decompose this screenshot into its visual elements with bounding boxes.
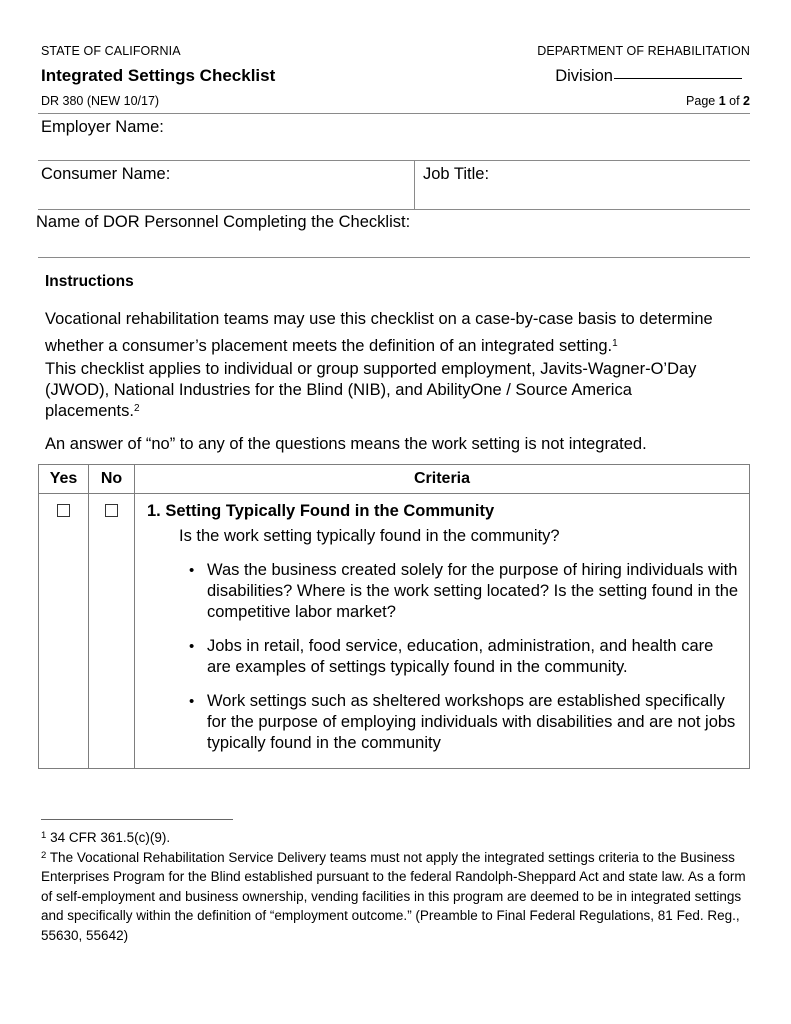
instructions-heading: Instructions (45, 273, 134, 290)
footnotes-section (41, 828, 749, 945)
list-item-text: Was the business created solely for the purpose of hiring individuals with disabilities? Where is the work setting located? Is the setting found in the competitive labor market? (207, 561, 739, 621)
list-item (145, 636, 739, 678)
consumer-name-label: Consumer Name: (41, 165, 171, 183)
form-number: DR 380 (NEW 10/17) (41, 94, 160, 108)
division-label: Division (555, 67, 613, 85)
instructions-paragraph-2: An answer of “no” to any of the questions means the work setting is not integrated. (45, 435, 647, 453)
page-current: 1 (718, 94, 726, 108)
rule-above-employer-name (38, 113, 750, 114)
footnote-2-text: The Vocational Rehabilitation Service Delivery teams must not apply the integrated settings criteria to the Business Enterprises Program for the Blind established pursuant to the federal Randolph-Sheppard Act and state law. As a form of self-employment and business ownership, vending facilities in this program are deemed to be in integrated settings and specifically within the definition of “employment outcome.” (Preamble to Final Federal Regulations, 81 Fed. Reg., 55630, 55642) (41, 849, 746, 943)
consumer-job-divider (414, 160, 415, 209)
instructions-text-b: This checklist applies to individual or group supported employment, Javits-Wagner-O’Day (JWOD), National Industries for the Blind (NIB), and AbilityOne / Source America placements.$^2$ (45, 360, 697, 420)
division-field[interactable] (555, 66, 750, 87)
document-header (41, 44, 750, 109)
job-title-label: Job Title: (423, 165, 490, 183)
header-title-row (41, 65, 750, 87)
bullet-icon: • (189, 638, 195, 655)
state-of-california-label: STATE OF CALIFORNIA (41, 44, 181, 58)
page-number: Page 1 of 2 (686, 94, 750, 108)
list-item (145, 691, 739, 754)
instructions-text-a: Vocational rehabilitation teams may use this checklist on a case-by-case basis to determine whether a consumer’s placement meets the definition of an integrated setting. (45, 310, 713, 355)
rule-below-dor-personnel (38, 257, 750, 258)
footnote-2 (41, 848, 749, 946)
header-meta-row (41, 94, 750, 109)
page-title: Integrated Settings Checklist (41, 66, 276, 85)
division-blank-line[interactable] (614, 78, 742, 79)
page-total: 2 (743, 94, 750, 108)
footnote-2-marker: 2 (41, 849, 47, 861)
list-item-text: Jobs in retail, food service, education, administration, and health care are examples of settings typically found in the community. (207, 637, 714, 676)
yes-checkbox[interactable] (57, 504, 70, 517)
footnote-ref-1: 1 (612, 337, 618, 349)
bullet-icon: • (189, 693, 195, 710)
footnote-separator (41, 819, 233, 820)
footnote-1 (41, 828, 749, 848)
table-row (39, 494, 750, 769)
table-header-row (39, 465, 750, 494)
no-checkbox-cell[interactable] (89, 494, 135, 769)
list-item (145, 560, 739, 623)
rule-above-dor-personnel (38, 209, 750, 210)
rule-above-consumer-name (38, 160, 750, 161)
yes-checkbox-cell[interactable] (39, 494, 89, 769)
footnote-1-text: 34 CFR 361.5(c)(9). (50, 830, 171, 845)
criteria-bullet-list (145, 560, 739, 754)
column-header-no: No (89, 465, 135, 494)
department-label: DEPARTMENT OF REHABILITATION (537, 44, 750, 58)
bullet-icon: • (189, 562, 195, 579)
column-header-criteria: Criteria (135, 465, 750, 494)
criteria-cell (135, 494, 750, 769)
criteria-title: 1. Setting Typically Found in the Community (147, 502, 495, 520)
no-checkbox[interactable] (105, 504, 118, 517)
footnote-ref-2: 2 (133, 403, 140, 414)
header-top-row (41, 44, 750, 59)
list-item-text: Work settings such as sheltered workshops are established specifically for the purpose of employing individuals with disabilities and are not jobs typically found in the community (207, 692, 736, 752)
dor-personnel-label: Name of DOR Personnel Completing the Checklist: (36, 213, 411, 231)
criteria-table (38, 464, 750, 769)
column-header-yes: Yes (39, 465, 89, 494)
instructions-paragraph-1 (45, 306, 717, 422)
criteria-question: Is the work setting typically found in the community? (179, 527, 560, 545)
employer-name-label: Employer Name: (41, 118, 164, 136)
footnote-1-marker: 1 (41, 830, 47, 841)
